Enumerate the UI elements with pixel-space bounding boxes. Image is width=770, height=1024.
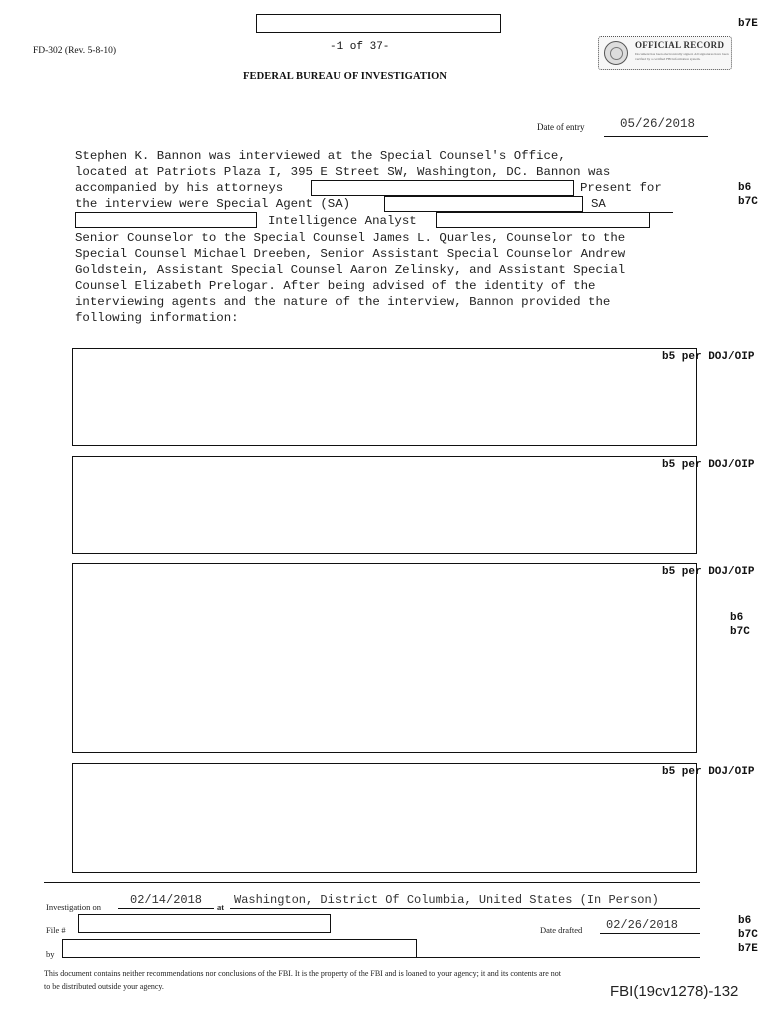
exemption-code-b7c-body: b7C (738, 196, 758, 208)
at-label: at (217, 902, 225, 912)
body-line-5: Intelligence Analyst (268, 214, 417, 228)
date-drafted-value: 02/26/2018 (606, 918, 679, 932)
body-line-2: located at Patriots Plaza I, 395 E Street SW, Washington, DC. Bannon was (75, 165, 611, 179)
disclaimer-line-2: to be distributed outside your agency. (44, 982, 164, 991)
redaction-drafted-by (62, 939, 417, 958)
redaction-special-agent-1 (384, 196, 583, 212)
exemption-code-b5-4: b5 per DOJ/OIP (662, 766, 755, 778)
redacted-block-1 (72, 348, 697, 446)
exemption-code-b7c-block3: b7C (730, 626, 750, 638)
exemption-code-b5-2: b5 per DOJ/OIP (662, 459, 755, 471)
investigation-date: 02/14/2018 (130, 893, 203, 907)
redaction-special-agent-2 (75, 212, 257, 228)
by-label: by (46, 949, 55, 959)
bates-number: FBI(19cv1278)-132 (610, 983, 739, 1000)
exemption-code-b7e-top: b7E (738, 18, 758, 30)
file-number-label: File # (46, 925, 66, 935)
exemption-code-b6-block3: b6 (730, 612, 744, 624)
redacted-block-4 (72, 763, 697, 873)
agency-title: FEDERAL BUREAU OF INVESTIGATION (243, 71, 448, 82)
stamp-fineprint: Document has been electronically signed. All signatures have been verified by a certified FBI information system. (635, 52, 729, 61)
exemption-code-b5-3: b5 per DOJ/OIP (662, 566, 755, 578)
investigation-on-label: Investigation on (46, 902, 102, 912)
date-drafted-underline (600, 933, 700, 934)
investigation-date-underline (118, 908, 214, 909)
footer-top-rule (44, 882, 700, 883)
body-line-3b: Present for (580, 181, 662, 195)
investigation-location-underline (230, 908, 700, 909)
body-line-7: Special Counsel Michael Dreeben, Senior Assistant Special Counselor Andrew (75, 247, 626, 261)
exemption-code-b6-footer: b6 (738, 915, 752, 927)
exemption-code-b5-1: b5 per DOJ/OIP (662, 351, 755, 363)
official-record-stamp (598, 36, 732, 70)
disclaimer-line-1: This document contains neither recommendations nor conclusions of the FBI. It is the property of the FBI and is loaned to your agency; it and its contents are not (44, 969, 561, 978)
date-of-entry-value: 05/26/2018 (620, 117, 696, 131)
body-line-11: following information: (75, 311, 239, 325)
redacted-block-2 (72, 456, 697, 554)
date-of-entry-label: Date of entry (537, 122, 585, 132)
date-of-entry-underline (604, 136, 708, 137)
body-line-3a: accompanied by his attorneys (75, 181, 284, 195)
body-line-4a: the interview were Special Agent (SA) (75, 197, 351, 211)
seal-icon (604, 41, 628, 65)
date-drafted-label: Date drafted (540, 925, 583, 935)
form-id: FD-302 (Rev. 5-8-10) (33, 46, 117, 56)
page-indicator: -1 of 37- (330, 41, 390, 53)
body-line-8: Goldstein, Assistant Special Counsel Aaron Zelinsky, and Assistant Special (75, 263, 626, 277)
body-line-6: Senior Counselor to the Special Counsel James L. Quarles, Counselor to the (75, 231, 626, 245)
redaction-intelligence-analyst (436, 212, 650, 228)
redacted-block-3 (72, 563, 697, 753)
by-underline (417, 957, 700, 958)
body-line-1: Stephen K. Bannon was interviewed at the Special Counsel's Office, (75, 149, 566, 163)
redaction-file-number (78, 914, 331, 933)
official-record-label: OFFICIAL RECORD (635, 40, 725, 50)
exemption-code-b6-body: b6 (738, 182, 752, 194)
exemption-code-b7e-footer: b7E (738, 943, 758, 955)
exemption-code-b7c-footer: b7C (738, 929, 758, 941)
investigation-location: Washington, District Of Columbia, United States (In Person) (234, 893, 659, 907)
body-line-10: interviewing agents and the nature of the interview, Bannon provided the (75, 295, 611, 309)
body-line-4b: SA (591, 197, 606, 211)
body-line-9: Counsel Elizabeth Prelogar. After being advised of the identity of the (75, 279, 596, 293)
redaction-header-top (256, 14, 501, 33)
redaction-attorneys (311, 180, 574, 196)
